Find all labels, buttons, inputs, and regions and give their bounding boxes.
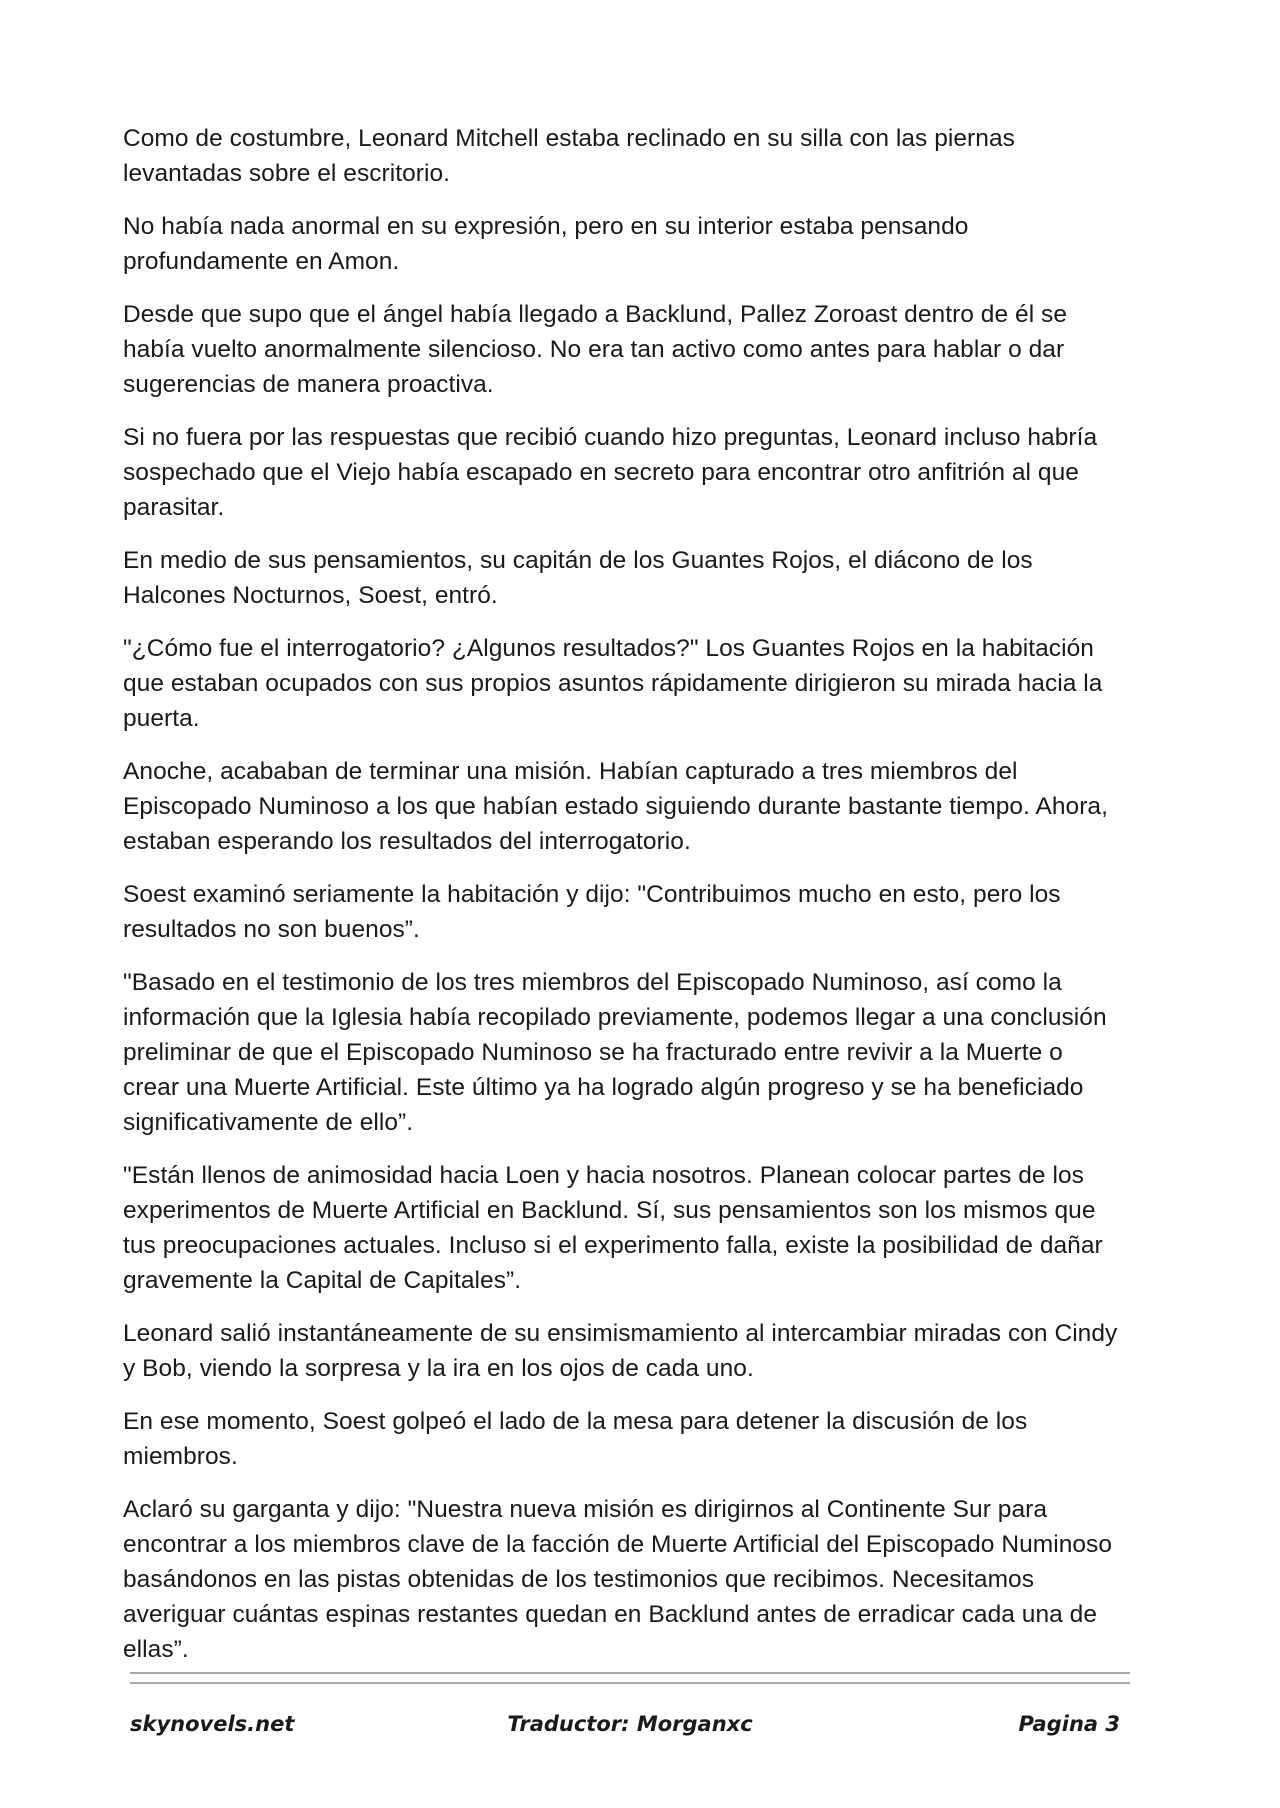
paragraph: Leonard salió instantáneamente de su ensimismamiento al intercambiar miradas con Cindy y Bob, viendo la sorpresa y la ira en los ojos de cada uno. <box>123 1320 1118 1382</box>
paragraph: Anoche, acababan de terminar una misión. Habían capturado a tres miembros del Episcopado Numinoso a los que habían estado siguiendo durante bastante tiempo. Ahora, estaban esperando los resultados del interrogatorio. <box>123 758 1108 855</box>
paragraph: Desde que supo que el ángel había llegado a Backlund, Pallez Zoroast dentro de él se había vuelto anormalmente silencioso. No era tan activo como antes para hablar o dar sugerencias de manera proactiva. <box>123 301 1068 398</box>
paragraph: "Basado en el testimonio de los tres miembros del Episcopado Numinoso, así como la información que la Iglesia había recopilado previamente, podemos llegar a una conclusión preliminar de que el Episcopado Numinoso se ha fracturado entre revivir a la Muerte o crear una Muerte Artificial. Este último ya ha logrado algún progreso y se ha beneficiado significativamente de ello”. <box>123 969 1107 1136</box>
paragraph: Aclaró su garganta y dijo: "Nuestra nueva misión es dirigirnos al Continente Sur para encontrar a los miembros clave de la facción de Muerte Artificial del Episcopado Numinoso basándonos en las pistas obtenidas de los testimonios que recibimos. Necesitamos averiguar cuántas espinas restantes quedan en Backlund antes de erradicar cada una de ellas”. <box>123 1496 1113 1663</box>
footer-page-number: Pagina 3 <box>1018 1712 1120 1736</box>
footer-translator: Traductor: Morganxc <box>507 1712 753 1736</box>
body-text <box>123 121 1123 1685</box>
page-footer <box>130 1712 1130 1748</box>
paragraph: Como de costumbre, Leonard Mitchell estaba reclinado en su silla con las piernas levantadas sobre el escritorio. <box>123 125 1015 187</box>
paragraph: "Están llenos de animosidad hacia Loen y hacia nosotros. Planean colocar partes de los experimentos de Muerte Artificial en Backlund. Sí, sus pensamientos son los mismos que tus preocupaciones actuales. Incluso si el experimento falla, existe la posibilidad de dañar gravemente la Capital de Capitales”. <box>123 1162 1103 1294</box>
paragraph: Soest examinó seriamente la habitación y dijo: "Contribuimos mucho en esto, pero los resultados no son buenos”. <box>123 881 1061 943</box>
paragraph: No había nada anormal en su expresión, pero en su interior estaba pensando profundamente en Amon. <box>123 213 969 275</box>
paragraph: En ese momento, Soest golpeó el lado de la mesa para detener la discusión de los miembros. <box>123 1408 1028 1470</box>
paragraph: Si no fuera por las respuestas que recibió cuando hizo preguntas, Leonard incluso habría sospechado que el Viejo había escapado en secreto para encontrar otro anfitrión al que parasitar. <box>123 424 1098 521</box>
paragraph: "¿Cómo fue el interrogatorio? ¿Algunos resultados?" Los Guantes Rojos en la habitación que estaban ocupados con sus propios asuntos rápidamente dirigieron su mirada hacia la puerta. <box>123 635 1103 732</box>
footer-divider-bottom <box>130 1682 1130 1684</box>
footer-site: skynovels.net <box>130 1712 295 1736</box>
footer-divider-top <box>130 1672 1130 1674</box>
paragraph: En medio de sus pensamientos, su capitán de los Guantes Rojos, el diácono de los Halcones Nocturnos, Soest, entró. <box>123 547 1033 609</box>
